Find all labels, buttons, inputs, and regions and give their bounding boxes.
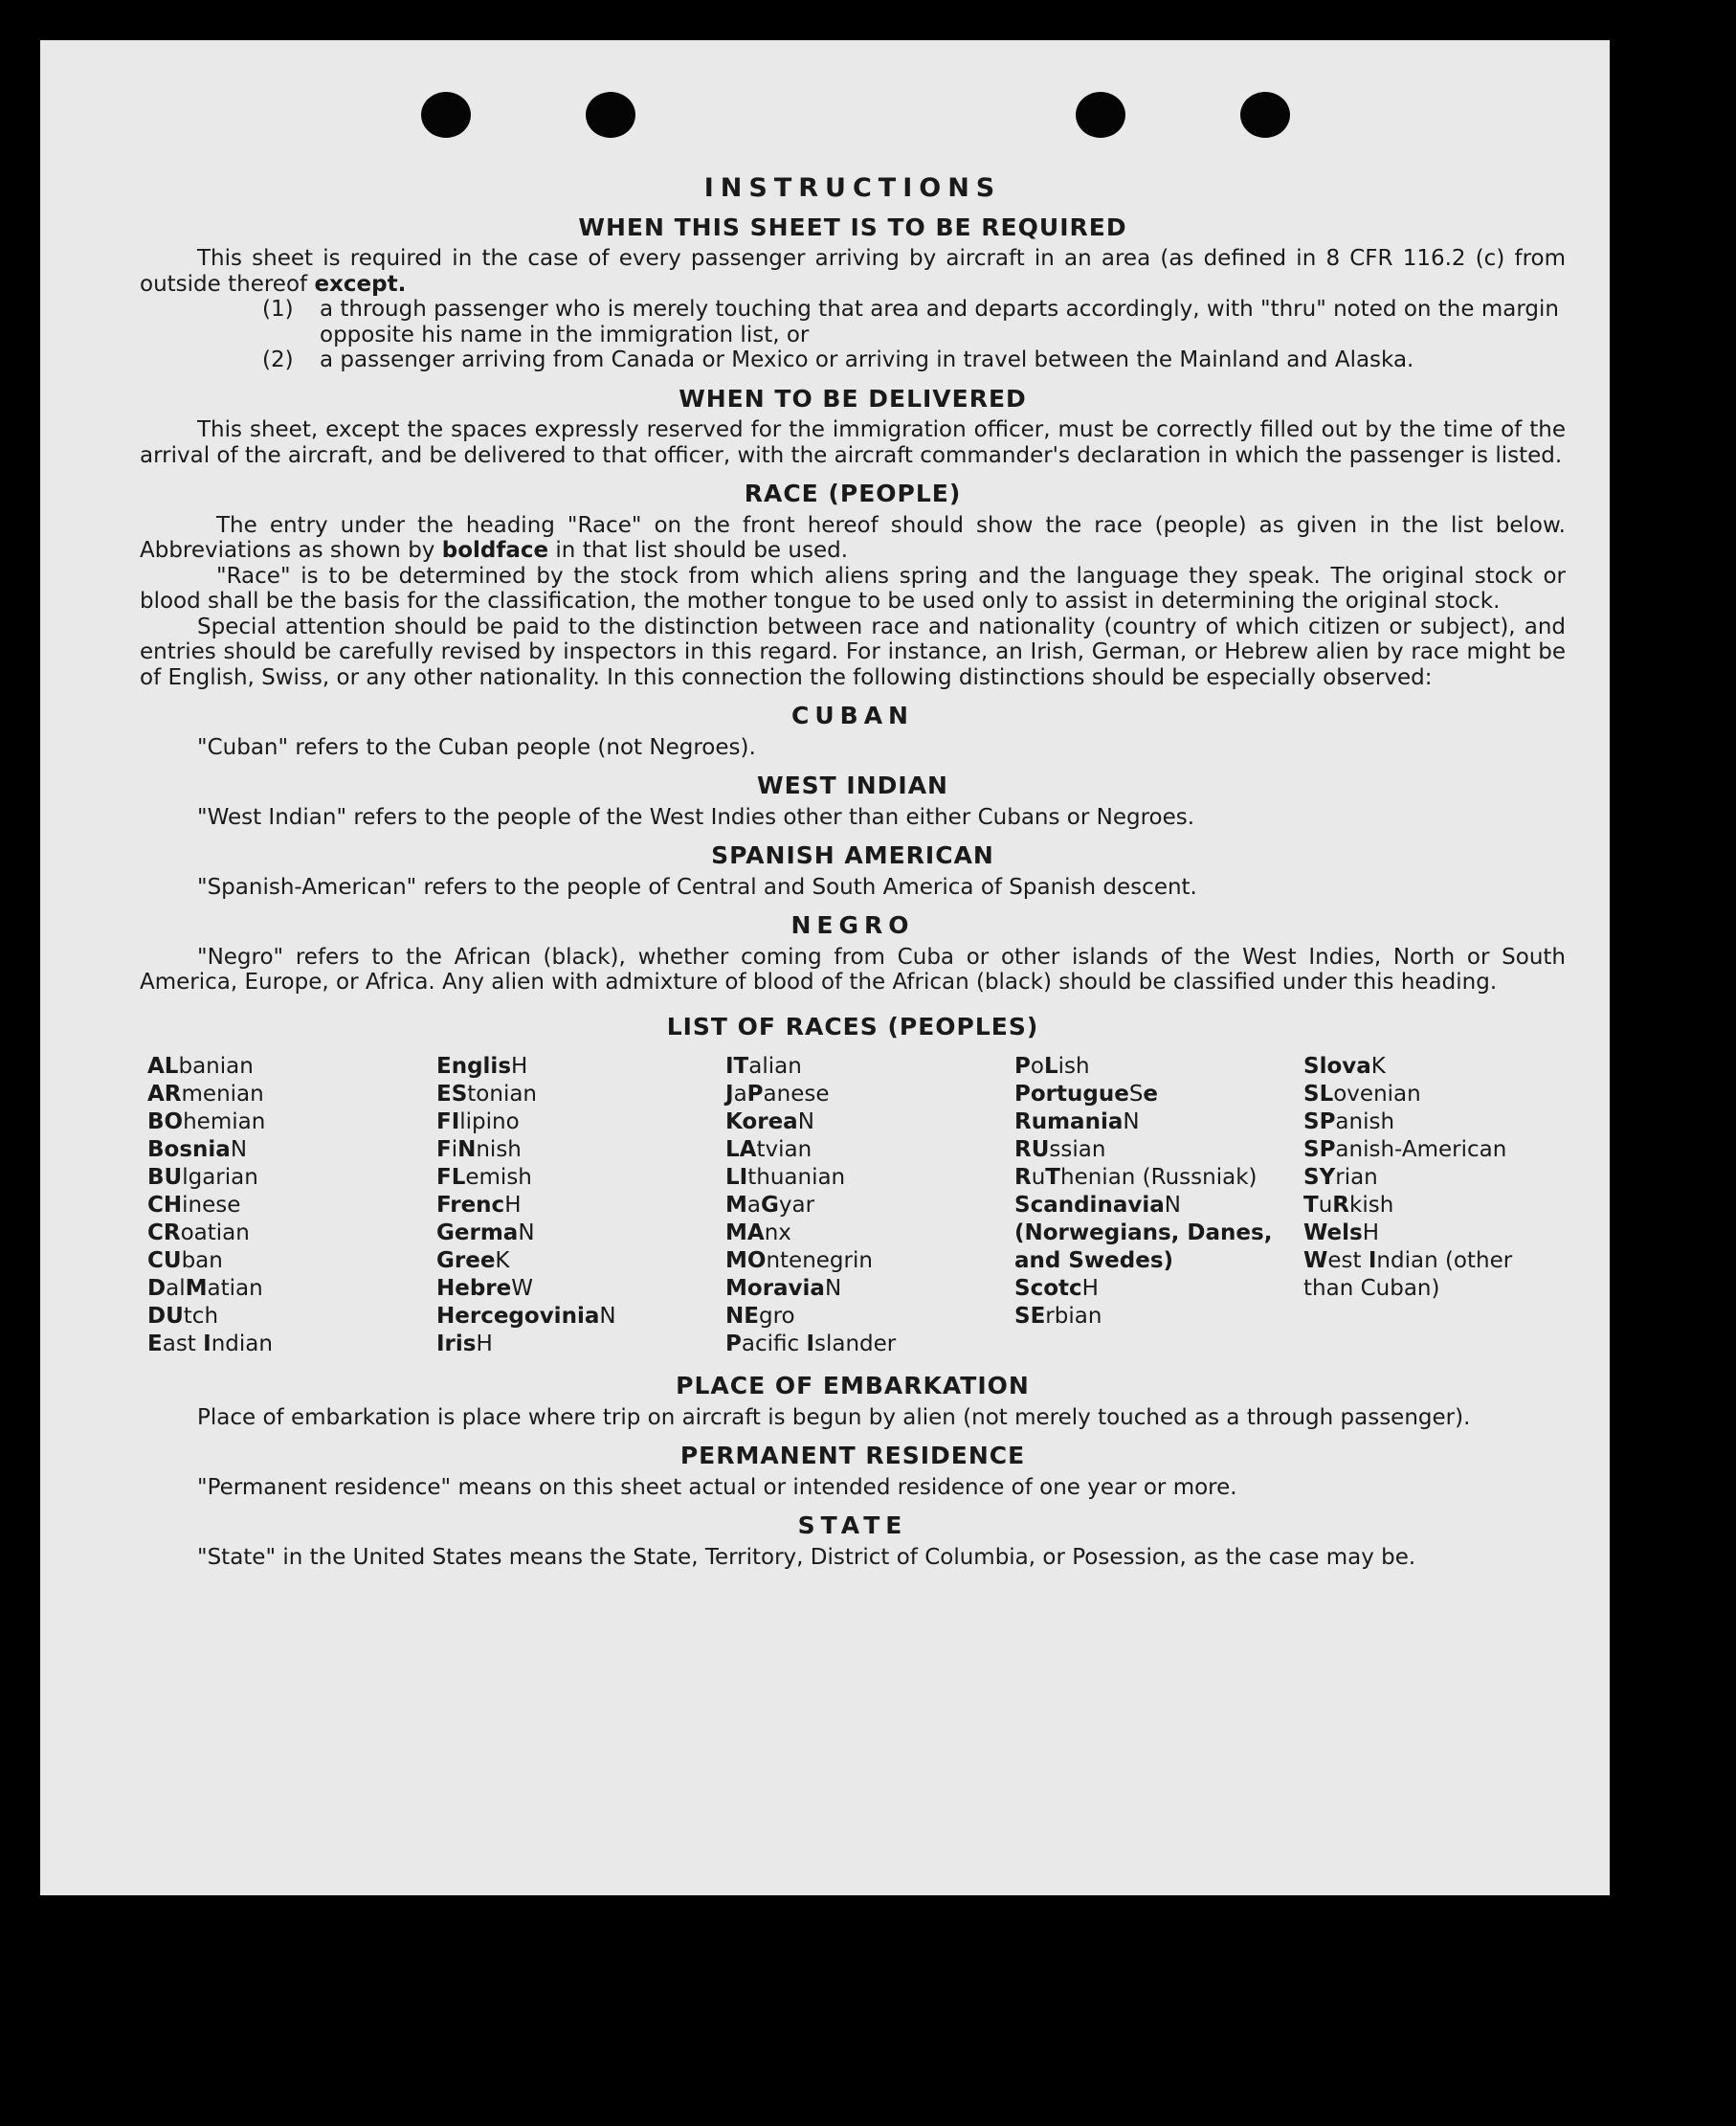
race-abbreviation: (Norwegians, Danes, and Swedes) — [1014, 1220, 1273, 1273]
race-name-part: N — [824, 1276, 842, 1301]
race-entry — [147, 1331, 429, 1358]
heading-permanent-residence: PERMANENT RESIDENCE — [679, 1442, 1026, 1469]
race-name-part: nish — [476, 1137, 522, 1162]
race-name-part: anese — [763, 1082, 830, 1107]
heading-spanish-american: SPANISH AMERICAN — [711, 841, 994, 869]
punch-hole — [1240, 92, 1290, 138]
race-entry — [436, 1331, 718, 1358]
race-abbreviation: Scotc — [1014, 1276, 1082, 1301]
race-name-part: yar — [778, 1193, 815, 1218]
race-entry — [725, 1164, 1007, 1192]
punch-hole — [586, 92, 635, 138]
race-name-part: lgarian — [182, 1165, 258, 1190]
race-abbreviation: Gree — [436, 1248, 496, 1273]
race-entry — [725, 1053, 1007, 1081]
race-name-part: N — [518, 1220, 535, 1245]
race-entry — [725, 1136, 1007, 1164]
race-entry — [1303, 1136, 1566, 1164]
race-entry — [147, 1108, 429, 1136]
race-name-part: anish — [1335, 1109, 1395, 1134]
race-entry — [1014, 1192, 1296, 1275]
paragraph-race-entry: The entry under the heading "Race" on the front hereof should show the race (people) as given in the list below. Abbreviations as shown by boldface in that list should be used. — [140, 512, 1566, 563]
paragraph-permanent-residence: "Permanent residence" means on this sheet actual or intended residence of one year or more. — [197, 1474, 1237, 1500]
race-name-part: a — [746, 1193, 761, 1218]
race-name-part: acific — [741, 1332, 807, 1356]
race-abbreviation: LI — [725, 1165, 748, 1190]
race-abbreviation: Moravia — [725, 1276, 825, 1301]
race-name-part: ntenegrin — [766, 1248, 873, 1273]
race-entry — [1014, 1053, 1296, 1081]
race-name-part: atian — [207, 1276, 263, 1301]
race-abbreviation: FI — [436, 1109, 460, 1134]
race-entry — [147, 1192, 429, 1220]
race-abbreviation: MO — [725, 1248, 767, 1273]
race-abbreviation: LA — [725, 1137, 757, 1162]
instructions-content — [140, 173, 1566, 1570]
race-abbreviation: Hebre — [436, 1276, 512, 1301]
race-entry — [147, 1275, 429, 1303]
race-name-part: tvian — [756, 1137, 812, 1162]
race-entry — [436, 1164, 718, 1192]
race-entry — [1014, 1136, 1296, 1164]
race-name-part: menian — [181, 1082, 264, 1107]
race-abbreviation: P — [1014, 1054, 1031, 1079]
race-abbreviation: N — [457, 1137, 477, 1162]
race-name-part: thuanian — [747, 1165, 846, 1190]
race-name-part: oatian — [180, 1220, 250, 1245]
race-name-part: banian — [178, 1054, 254, 1079]
race-entry — [147, 1164, 429, 1192]
race-abbreviation: Frenc — [436, 1193, 505, 1218]
race-abbreviation: DU — [147, 1304, 184, 1329]
paragraph-race-stock: "Race" is to be determined by the stock from which aliens spring and the language they speak. The original stock or blood shall be the basis for the classification, the mother tongue to be used only to assist in determining the original stock. — [140, 563, 1566, 614]
race-abbreviation: Rumania — [1014, 1109, 1124, 1134]
race-abbreviation: Iris — [436, 1332, 477, 1356]
heading-list-of-races: LIST OF RACES (PEOPLES) — [666, 1012, 1039, 1041]
race-abbreviation: R — [1332, 1193, 1349, 1218]
race-abbreviation: CU — [147, 1248, 182, 1273]
race-abbreviation: I — [806, 1332, 814, 1356]
race-name-part: gro — [758, 1304, 795, 1329]
race-entry — [436, 1136, 718, 1164]
race-abbreviation: Slova — [1303, 1054, 1371, 1079]
race-name-part: N — [230, 1137, 248, 1162]
race-name-part: lipino — [459, 1109, 520, 1134]
page-title: INSTRUCTIONS — [703, 173, 1002, 203]
race-name-part: N — [1164, 1193, 1181, 1218]
race-name-part: henian (Russniak) — [1060, 1165, 1257, 1190]
race-name-part: ndian — [211, 1332, 273, 1356]
race-entry — [725, 1108, 1007, 1136]
paragraph-spanish-american: "Spanish-American" refers to the people of Central and South America of Spanish descent. — [197, 874, 1197, 900]
race-abbreviation: P — [725, 1332, 742, 1356]
race-abbreviation: L — [1043, 1054, 1058, 1079]
race-abbreviation: SP — [1303, 1137, 1336, 1162]
race-name-part: nx — [764, 1220, 791, 1245]
race-entry — [725, 1275, 1007, 1303]
race-name-part: est — [1327, 1248, 1369, 1273]
race-abbreviation: E — [147, 1332, 163, 1356]
paragraph-requirement: This sheet is required in the case of every passenger arriving by aircraft in an area (as defined in 8 CFR 116.2 (c) from outside thereof except. — [140, 246, 1566, 297]
paragraph-cuban: "Cuban" refers to the Cuban people (not Negroes). — [197, 734, 756, 760]
race-column — [1296, 1053, 1566, 1358]
race-abbreviation: T — [1303, 1193, 1319, 1218]
race-column — [1007, 1053, 1296, 1358]
race-name-part: o — [1030, 1054, 1044, 1079]
race-abbreviation: D — [147, 1276, 167, 1301]
race-entry — [1014, 1275, 1296, 1303]
race-name-part: H — [476, 1332, 493, 1356]
race-entry — [436, 1303, 718, 1331]
punch-hole — [421, 92, 471, 138]
race-entry — [147, 1220, 429, 1247]
race-abbreviation: BO — [147, 1109, 184, 1134]
race-abbreviation: W — [1303, 1248, 1328, 1273]
race-abbreviation: P — [746, 1082, 764, 1107]
race-abbreviation: Wels — [1303, 1220, 1363, 1245]
race-entry — [147, 1081, 429, 1108]
race-entry — [1303, 1108, 1566, 1136]
paragraph-delivery: This sheet, except the spaces expressly reserved for the immigration officer, must be correctly filled out by the time of the arrival of the aircraft, and be delivered to that officer, with the aircraft commander's declaration in which the passenger is listed. — [140, 417, 1566, 468]
race-entry — [1303, 1220, 1566, 1247]
race-entry — [725, 1303, 1007, 1331]
race-name-part: N — [1123, 1109, 1140, 1134]
race-name-part: anish-American — [1335, 1137, 1507, 1162]
paragraph-state: "State" in the United States means the State, Territory, District of Columbia, or Posession, as the case may be. — [197, 1544, 1416, 1570]
race-name-part: N — [599, 1304, 616, 1329]
race-entry — [1303, 1164, 1566, 1192]
document-sheet — [40, 40, 1610, 1895]
race-abbreviation: M — [725, 1193, 747, 1218]
race-entry — [725, 1247, 1007, 1275]
race-entry — [725, 1331, 1007, 1358]
race-abbreviation: Hercegovinia — [436, 1304, 600, 1329]
race-name-part: kish — [1349, 1193, 1394, 1218]
heading-west-indian: WEST INDIAN — [757, 772, 948, 799]
race-name-part: H — [511, 1054, 528, 1079]
race-abbreviation: I — [203, 1332, 211, 1356]
race-column — [429, 1053, 718, 1358]
race-abbreviation: F — [436, 1137, 452, 1162]
exception-item: (1) a through passenger who is merely touching that area and departs accordingly, with "thru" noted on the margin opposite his name in the immigration list, or — [262, 297, 1559, 347]
race-name-part: tch — [183, 1304, 219, 1329]
race-entry — [147, 1247, 429, 1275]
race-abbreviation: e — [1143, 1082, 1159, 1107]
race-entry — [436, 1220, 718, 1247]
race-name-part: ish — [1057, 1054, 1090, 1079]
race-abbreviation: SY — [1303, 1165, 1336, 1190]
race-abbreviation: G — [761, 1193, 779, 1218]
race-entry — [725, 1081, 1007, 1108]
race-abbreviation: R — [1014, 1165, 1032, 1190]
race-entry — [1014, 1303, 1296, 1331]
race-abbreviation: Bosnia — [147, 1137, 231, 1162]
paragraph-negro: "Negro" refers to the African (black), whether coming from Cuba or other islands of the West Indies, North or South America, Europe, or Africa. Any alien with admixture of blood of the African (black) should be classified under this heading. — [140, 944, 1566, 995]
race-abbreviation: M — [185, 1276, 208, 1301]
race-entry — [1303, 1053, 1566, 1081]
race-list — [140, 1053, 1566, 1358]
race-abbreviation: T — [1045, 1165, 1060, 1190]
race-name-part: W — [511, 1276, 534, 1301]
race-entry — [436, 1192, 718, 1220]
race-name-part: inese — [182, 1193, 241, 1218]
race-entry — [1014, 1108, 1296, 1136]
race-column — [718, 1053, 1007, 1358]
race-abbreviation: ES — [436, 1082, 468, 1107]
race-name-part: ban — [181, 1248, 223, 1273]
race-abbreviation: SP — [1303, 1109, 1336, 1134]
race-abbreviation: AL — [147, 1054, 179, 1079]
race-entry — [1303, 1247, 1566, 1303]
race-name-part: H — [1081, 1276, 1099, 1301]
race-abbreviation: CR — [147, 1220, 181, 1245]
race-name-part: ssian — [1049, 1137, 1106, 1162]
exception-item: (2) a passenger arriving from Canada or Mexico or arriving in travel between the Mainland and Alaska. — [262, 347, 1414, 372]
race-name-part: K — [1370, 1054, 1386, 1079]
race-abbreviation: NE — [725, 1304, 759, 1329]
race-entry — [725, 1220, 1007, 1247]
race-name-part: ndian (other than Cuban) — [1303, 1248, 1513, 1301]
race-name-part: K — [495, 1248, 510, 1273]
race-name-part: emish — [465, 1165, 532, 1190]
race-name-part: a — [733, 1082, 747, 1107]
race-abbreviation: MA — [725, 1220, 765, 1245]
race-entry — [147, 1303, 429, 1331]
race-entry — [725, 1192, 1007, 1220]
paragraph-west-indian: "West Indian" refers to the people of the West Indies other than either Cubans or Negroes. — [197, 804, 1195, 830]
race-name-part: S — [1128, 1082, 1144, 1107]
race-abbreviation: Germa — [436, 1220, 519, 1245]
race-column — [140, 1053, 429, 1358]
race-name-part: N — [797, 1109, 814, 1134]
race-entry — [436, 1275, 718, 1303]
race-name-part: tonian — [467, 1082, 538, 1107]
race-abbreviation: IT — [725, 1054, 749, 1079]
race-name-part: al — [166, 1276, 186, 1301]
race-name-part: ast — [162, 1332, 204, 1356]
heading-race: RACE (PEOPLE) — [744, 480, 962, 507]
race-abbreviation: SE — [1014, 1304, 1046, 1329]
race-abbreviation: J — [725, 1082, 734, 1107]
race-name-part: H — [1362, 1220, 1380, 1245]
punch-hole — [1076, 92, 1125, 138]
race-name-part: hemian — [183, 1109, 266, 1134]
race-name-part: H — [504, 1193, 522, 1218]
race-entry — [147, 1136, 429, 1164]
paragraph-race-distinction: Special attention should be paid to the distinction between race and nationality (country of which citizen or subject), and entries should be carefully revised by inspectors in this regard. For instance, an Irish, German, or Hebrew alien by race might be of English, Swiss, or any other nationality. In this connection the following distinctions should be especially observed: — [140, 614, 1566, 690]
heading-when-delivered: WHEN TO BE DELIVERED — [679, 384, 1027, 413]
race-entry — [436, 1247, 718, 1275]
heading-when-required: WHEN THIS SHEET IS TO BE REQUIRED — [578, 213, 1127, 241]
race-abbreviation: FL — [436, 1165, 466, 1190]
race-name-part: rian — [1335, 1165, 1378, 1190]
race-entry — [1014, 1081, 1296, 1108]
race-name-part: slander — [814, 1332, 897, 1356]
race-entry — [1303, 1081, 1566, 1108]
race-abbreviation: Portugue — [1014, 1082, 1129, 1107]
race-name-part: alian — [748, 1054, 802, 1079]
race-name-part: i — [451, 1137, 458, 1162]
race-abbreviation: BU — [147, 1165, 183, 1190]
race-name-part: ovenian — [1333, 1082, 1421, 1107]
race-entry — [436, 1108, 718, 1136]
race-name-part: u — [1318, 1193, 1333, 1218]
race-abbreviation: SL — [1303, 1082, 1334, 1107]
race-entry — [436, 1053, 718, 1081]
heading-cuban: CUBAN — [791, 702, 914, 729]
heading-state: STATE — [797, 1511, 908, 1539]
race-entry — [1014, 1164, 1296, 1192]
race-name-part: rbian — [1045, 1304, 1102, 1329]
race-abbreviation: RU — [1014, 1137, 1050, 1162]
race-abbreviation: Korea — [725, 1109, 798, 1134]
race-name-part: u — [1031, 1165, 1046, 1190]
paragraph-embarkation: Place of embarkation is place where trip on aircraft is begun by alien (not merely touched as a through passenger). — [197, 1404, 1471, 1430]
race-entry — [1303, 1192, 1566, 1220]
race-abbreviation: I — [1368, 1248, 1377, 1273]
race-entry — [147, 1053, 429, 1081]
race-abbreviation: AR — [147, 1082, 182, 1107]
heading-embarkation: PLACE OF EMBARKATION — [676, 1372, 1030, 1399]
race-entry — [436, 1081, 718, 1108]
heading-negro: NEGRO — [790, 911, 915, 939]
race-abbreviation: Scandinavia — [1014, 1193, 1165, 1218]
race-abbreviation: CH — [147, 1193, 183, 1218]
race-abbreviation: Englis — [436, 1054, 512, 1079]
